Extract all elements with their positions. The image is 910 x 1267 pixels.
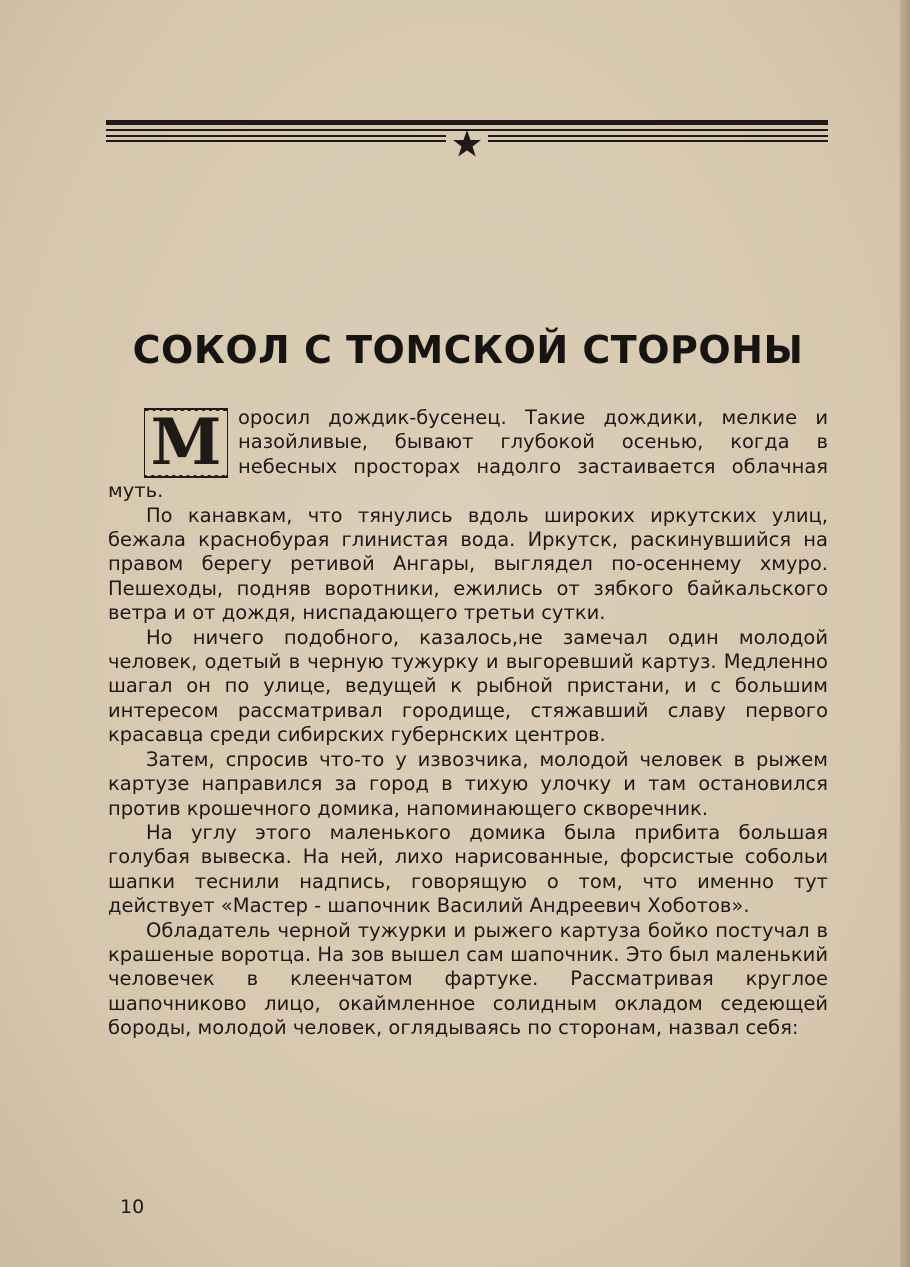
drop-cap: М — [144, 408, 228, 478]
page-number: 10 — [120, 1196, 145, 1218]
chapter-title: СОКОЛ С ТОМСКОЙ СТОРОНЫ — [132, 328, 804, 372]
header-ornament — [106, 118, 828, 158]
paragraph: Затем, спросив что-то у извозчика, молодой человек в рыжем картузе направился за город в тихую улочку и там остановился против крошечного домика, напоминающего скворечник. — [108, 747, 828, 820]
paragraph: На углу этого маленького домика была прибита большая голубая вывеска. На ней, лихо нарисованные, форсистые собольи шапки теснили надпись, говорящую о том, что именно тут действует «Мастер - шапочник Василий Андреевич Хоботов». — [108, 820, 828, 918]
body-text — [108, 406, 828, 1041]
page-edge — [900, 0, 910, 1267]
star-icon — [453, 130, 481, 157]
paragraph: Но ничего подобного, казалось,не замечал один молодой человек, одетый в черную тужурку и выгоревший картуз. Медленно шагал он по улице, ведущей к рыбной пристани, и с большим интересом рассматривал городище, стяжавший славу первого красавца среди сибирских губернских центров. — [108, 625, 828, 747]
paragraph: Обладатель черной тужурки и рыжего картуза бойко постучал в крашеные воротца. На зов вышел сам шапочник. Это был маленький человечек в клеенчатом фартуке. Рассматривая круглое шапочниково лицо, окаймленное солидным окладом седеющей бороды, молодой человек, оглядываясь по сторонам, назвал себя: — [108, 918, 828, 1040]
paragraph: По канавкам, что тянулись вдоль широких иркутских улиц, бежала краснобурая глинистая вода. Иркутск, раскинувшийся на правом берегу ретивой Ангары, выглядел по-осеннему хмуро. Пешеходы, подняв воротники, ежились от зябкого байкальского ветра и от дождя, ниспадающего третьи сутки. — [108, 503, 828, 625]
paragraph: М оросил дождик-бусенец. Такие дождики, мелкие и назойливые, бывают глубокой осенью, когда в небесных просторах надолго застаивается облачная муть. — [108, 405, 828, 503]
